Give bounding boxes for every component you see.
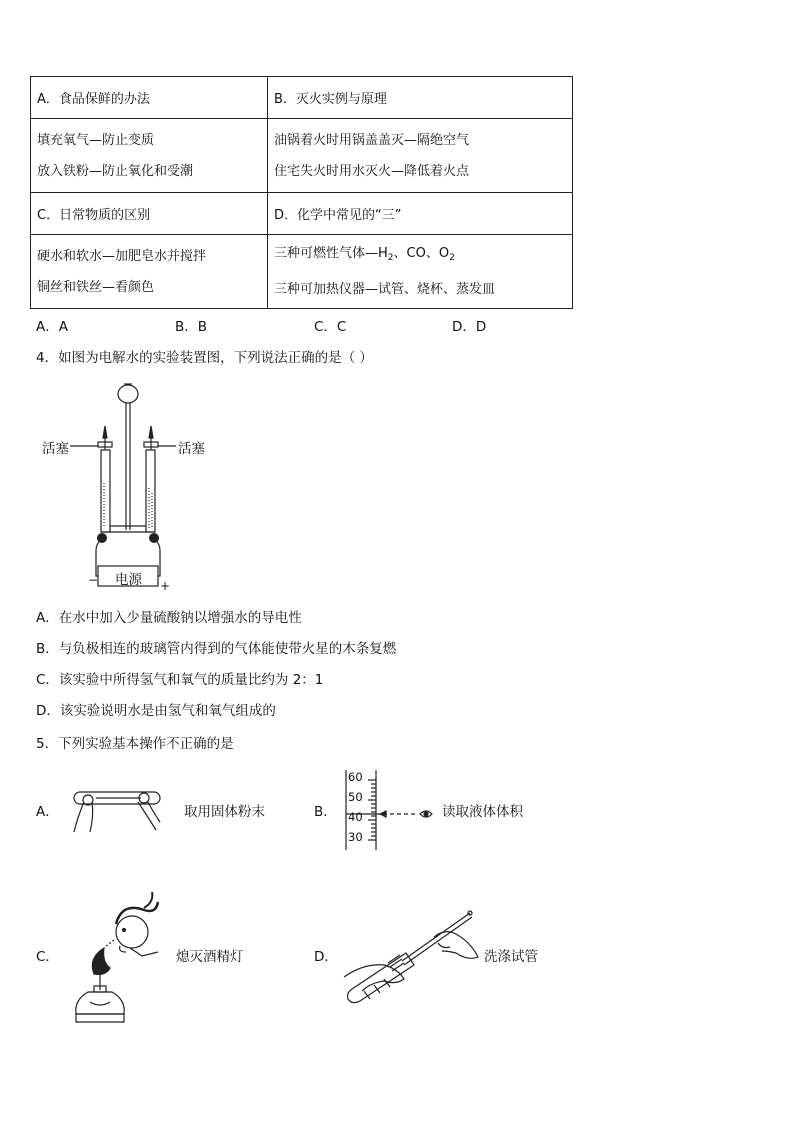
q3-table [30,76,573,309]
q3-d-line-1-prefix: 三种可燃性气体—H [274,246,388,261]
q3-cell-a-title: A．食品保鲜的办法 [31,77,268,119]
power-minus-sign: − [88,573,99,587]
q3-cell-b-content [268,119,573,193]
q3-row-header-ab [31,77,573,119]
q5-option-b-caption: 读取液体体积 [442,804,523,820]
q3-option-d[interactable]: D．D [452,319,487,335]
q5-option-d-caption: 洗涤试管 [484,949,538,965]
q3-row-header-cd [31,193,573,235]
q3-d-subscript-o2: 2 [449,253,455,263]
cylinder-tick-50: 50 [348,790,363,804]
cylinder-tick-60: 60 [348,770,363,784]
q3-c-line-2: 铜丝和铁丝—看颜色 [37,279,155,295]
q3-d-line-1-mid: 、CO、O [393,246,450,261]
q5-stem: 5．下列实验基本操作不正确的是 [36,736,234,752]
q3-cell-b-title: B．灭火实例与原理 [268,77,573,119]
electrolysis-apparatus-figure [38,378,238,593]
cylinder-tick-30: 30 [348,830,363,844]
q3-c-line-1: 硬水和软水—加肥皂水并搅拌 [37,248,207,264]
q3-cell-d-content [268,235,573,309]
q4-option-d[interactable]: D．该实验说明水是由氢气和氧气组成的 [36,703,276,719]
q5-option-c-letter[interactable]: C． [36,949,59,965]
q3-cell-d-title: D．化学中常见的“三” [268,193,573,235]
test-tube-brush-icon [342,905,482,1015]
q3-d-line-2: 三种可加热仪器—试管、烧杯、蒸发皿 [274,282,496,297]
q3-row-content-cd [31,235,573,309]
q4-option-b[interactable]: B．与负极相连的玻璃管内得到的气体能使带火星的木条复燃 [36,641,397,657]
q5-option-d-letter[interactable]: D． [314,949,338,965]
q3-option-c[interactable]: C．C [314,319,347,335]
q3-row-content-ab [31,119,573,193]
q5-option-a-caption: 取用固体粉末 [184,804,265,820]
q5-option-c-caption: 熄灭酒精灯 [176,949,244,965]
test-tube-powder-icon [66,780,166,835]
power-supply-label: 电源 [115,572,142,588]
stopcock-label-left: 活塞 [42,441,69,457]
q3-b-line-1: 油锅着火时用锅盖盖灭—隔绝空气 [274,132,470,148]
q3-a-line-1: 填充氧气—防止变质 [37,132,155,148]
stopcock-label-right: 活塞 [178,441,205,457]
electrolysis-apparatus-icon [38,378,238,593]
q3-option-a[interactable]: A．A [36,319,68,335]
q4-option-c[interactable]: C．该实验中所得氢气和氧气的质量比约为 2：1 [36,672,324,688]
q5-option-b-letter[interactable]: B． [314,804,337,820]
q3-d-line-1 [274,238,566,274]
q3-cell-a-content [31,119,268,193]
cylinder-tick-40: 40 [348,810,363,824]
q3-b-line-2: 住宅失火时用水灭火—降低着火点 [274,163,470,179]
q3-a-line-2: 放入铁粉—防止氧化和受潮 [37,163,194,179]
q5-option-a-letter[interactable]: A． [36,804,59,820]
q3-cell-c-title: C．日常物质的区别 [31,193,268,235]
q4-stem: 4．如图为电解水的实验装置图，下列说法正确的是（ ） [36,350,373,366]
q3-d-subscript-h2: 2 [387,253,394,263]
q4-option-a[interactable]: A．在水中加入少量硫酸钠以增强水的导电性 [36,610,302,626]
alcohol-lamp-blowing-icon [70,890,170,1030]
power-plus-sign: + [160,579,171,593]
q3-option-b[interactable]: B．B [175,319,208,335]
q3-cell-c-content [31,235,268,309]
